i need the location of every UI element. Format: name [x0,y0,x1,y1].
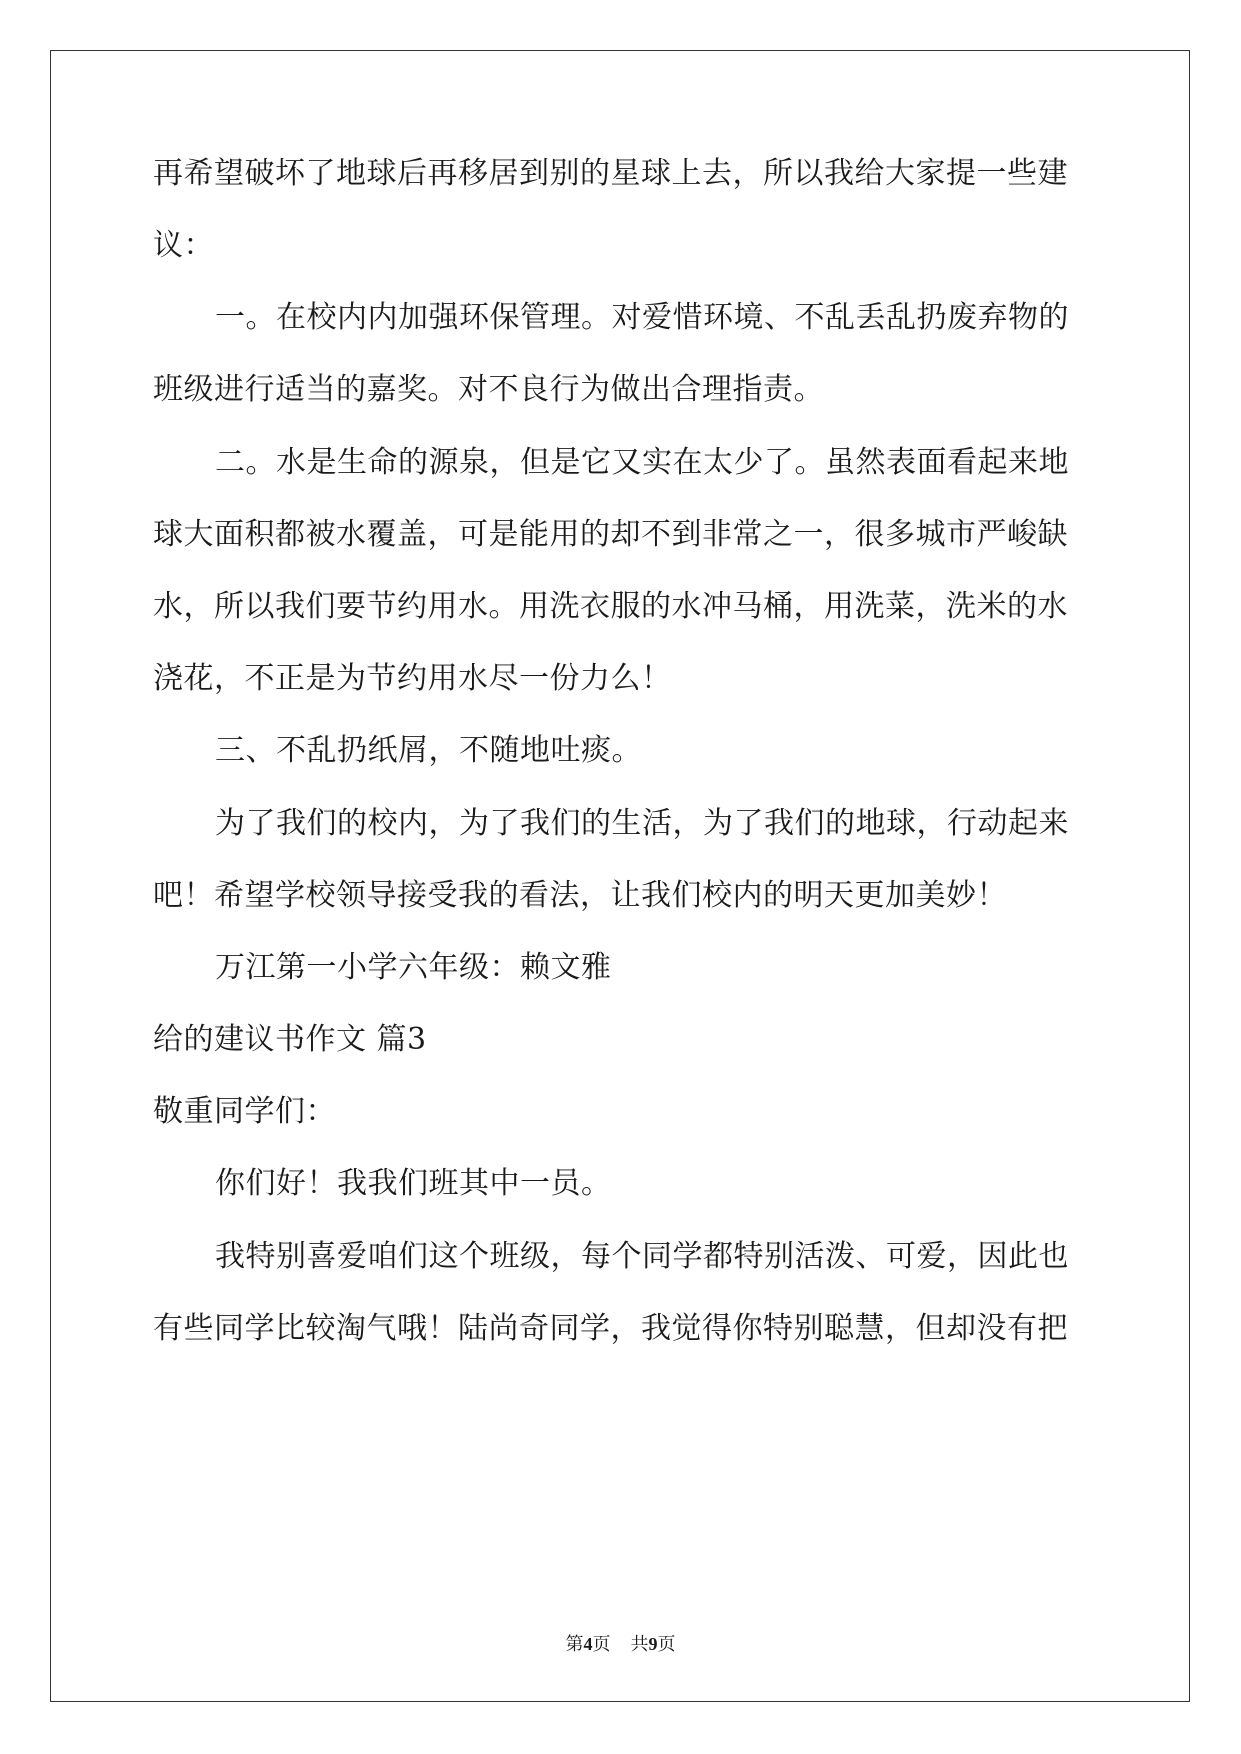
body-line-8: 浇花，不正是为节约用水尽一份力么！ [153,661,672,696]
footer-page-current: 4 [583,1634,593,1654]
body-line-3: 一。在校内内加强环保管理。对爱惜环境、不乱丢乱扔废弃物的 [215,300,1069,335]
body-line-16: 我特别喜爱咱们这个班级，每个同学都特别活泼、可爱，因此也 [215,1239,1069,1274]
body-line-1: 再希望破坏了地球后再移居到别的星球上去，所以我给大家提一些建 [153,156,1068,191]
page-footer [0,1632,1241,1656]
footer-total-prefix: 共 [630,1634,649,1654]
signature-line: 万江第一小学六年级：赖文雅 [215,950,612,985]
body-line-11: 吧！希望学校领导接受我的看法，让我们校内的明天更加美妙！ [153,878,1007,913]
footer-total-suffix: 页 [657,1634,676,1654]
footer-page-suffix: 页 [592,1634,611,1654]
body-line-10: 为了我们的校内，为了我们的生活，为了我们的地球，行动起来 [215,806,1069,841]
salutation: 敬重同学们： [153,1094,336,1129]
section-heading: 给的建议书作文 篇3 [153,1022,427,1057]
page-border [50,50,1190,1702]
body-line-2: 议： [153,228,214,263]
body-line-4: 班级进行适当的嘉奖。对不良行为做出合理指责。 [153,372,824,407]
body-line-6: 球大面积都被水覆盖，可是能用的却不到非常之一，很多城市严峻缺 [153,517,1068,552]
body-line-17: 有些同学比较淘气哦！陆尚奇同学，我觉得你特别聪慧，但却没有把 [153,1311,1068,1346]
body-line-5: 二。水是生命的源泉，但是它又实在太少了。虽然表面看起来地 [215,445,1069,480]
footer-page-prefix: 第 [565,1634,584,1654]
footer-total-pages: 9 [648,1634,658,1654]
body-line-7: 水，所以我们要节约用水。用洗衣服的水冲马桶，用洗菜，洗米的水 [153,589,1068,624]
body-line-9: 三、不乱扔纸屑，不随地吐痰。 [215,733,642,768]
body-line-15: 你们好！我我们班其中一员。 [215,1166,612,1201]
